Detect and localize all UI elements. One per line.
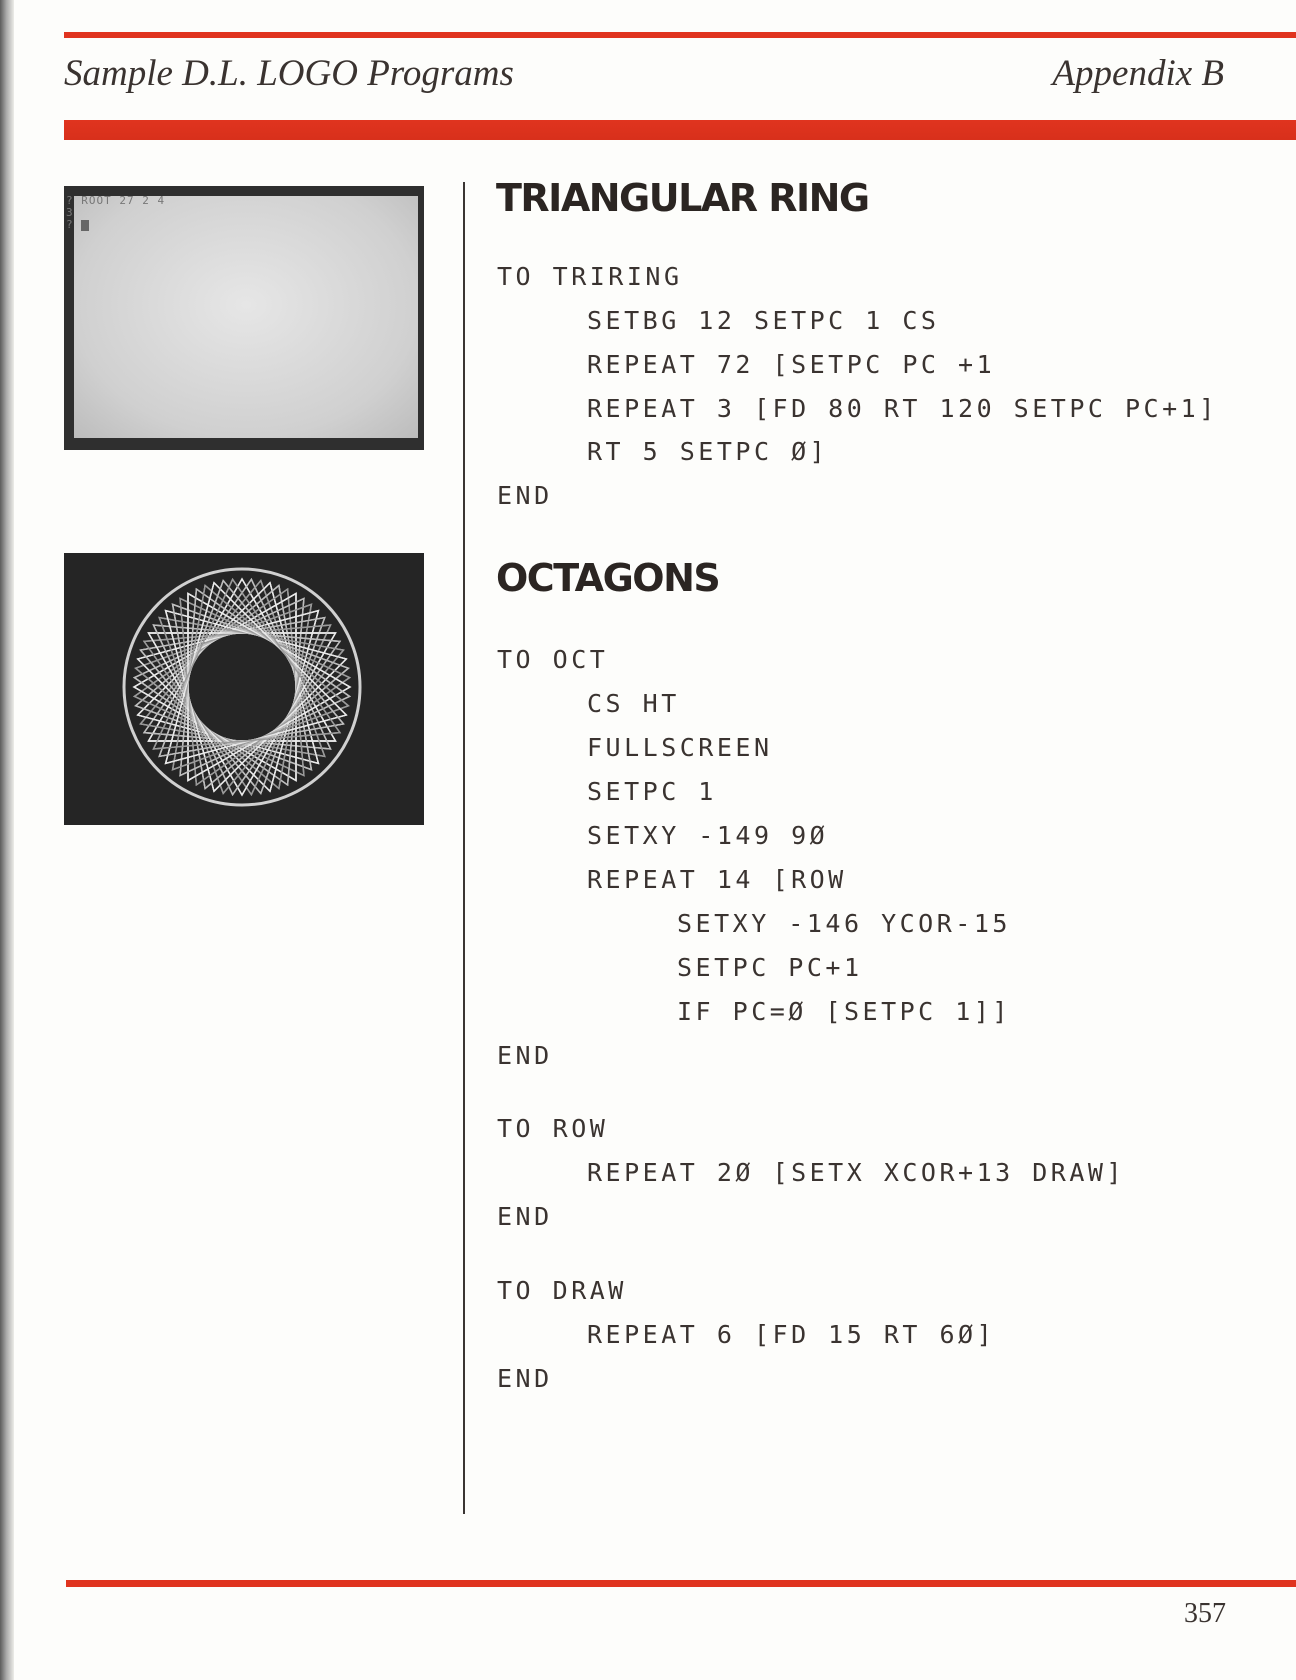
- code-line: RT 5 SETPC Ø]: [587, 437, 829, 466]
- text-cursor: [81, 220, 89, 231]
- running-head-title: Sample D.L. LOGO Programs: [64, 53, 514, 94]
- code-line: SETXY -146 YCOR-15: [677, 909, 1011, 938]
- section-heading-triangular-ring: TRIANGULAR RING: [496, 176, 869, 220]
- code-line: TO ROW: [497, 1114, 609, 1143]
- screen-prompt: [66, 219, 89, 231]
- code-line: SETBG 12 SETPC 1 CS: [587, 306, 940, 335]
- column-divider: [463, 182, 465, 1514]
- code-line: END: [497, 1364, 553, 1393]
- top-rule-thick: [64, 120, 1296, 140]
- code-line: TO TRIRING: [497, 262, 683, 291]
- code-line: CS HT: [587, 689, 680, 718]
- code-line: REPEAT 6 [FD 15 RT 6Ø]: [587, 1320, 996, 1349]
- code-line: SETXY -149 9Ø: [587, 821, 829, 850]
- code-line: END: [497, 1202, 553, 1231]
- screen-line: ? ROOT 27 2 4: [66, 194, 166, 207]
- running-head-appendix: Appendix B: [1052, 53, 1224, 94]
- code-line: FULLSCREEN: [587, 733, 773, 762]
- screen-line: ?: [66, 218, 74, 231]
- triangular-ring-image: [64, 553, 424, 825]
- code-line: REPEAT 2Ø [SETX XCOR+13 DRAW]: [587, 1158, 1125, 1187]
- code-line: REPEAT 3 [FD 80 RT 120 SETPC PC+1]: [587, 394, 1218, 423]
- crt-glass: [74, 196, 418, 438]
- code-line: REPEAT 14 [ROW: [587, 865, 847, 894]
- screenshot-triangular-ring: [64, 553, 424, 817]
- binding-gutter: [0, 0, 14, 1680]
- code-line: SETPC 1: [587, 777, 717, 806]
- code-line: REPEAT 72 [SETPC PC +1: [587, 350, 996, 379]
- screenshot-root-output: [64, 186, 424, 450]
- page-number: 357: [1184, 1598, 1226, 1629]
- code-line: TO OCT: [497, 645, 609, 674]
- bottom-rule: [66, 1580, 1296, 1587]
- code-line: END: [497, 481, 553, 510]
- code-line: TO DRAW: [497, 1276, 627, 1305]
- code-line: END: [497, 1041, 553, 1070]
- section-heading-octagons: OCTAGONS: [496, 556, 720, 600]
- screen-line: 3: [66, 206, 74, 219]
- top-rule-thin: [64, 32, 1296, 38]
- code-line: IF PC=Ø [SETPC 1]]: [677, 997, 1011, 1026]
- code-line: SETPC PC+1: [677, 953, 863, 982]
